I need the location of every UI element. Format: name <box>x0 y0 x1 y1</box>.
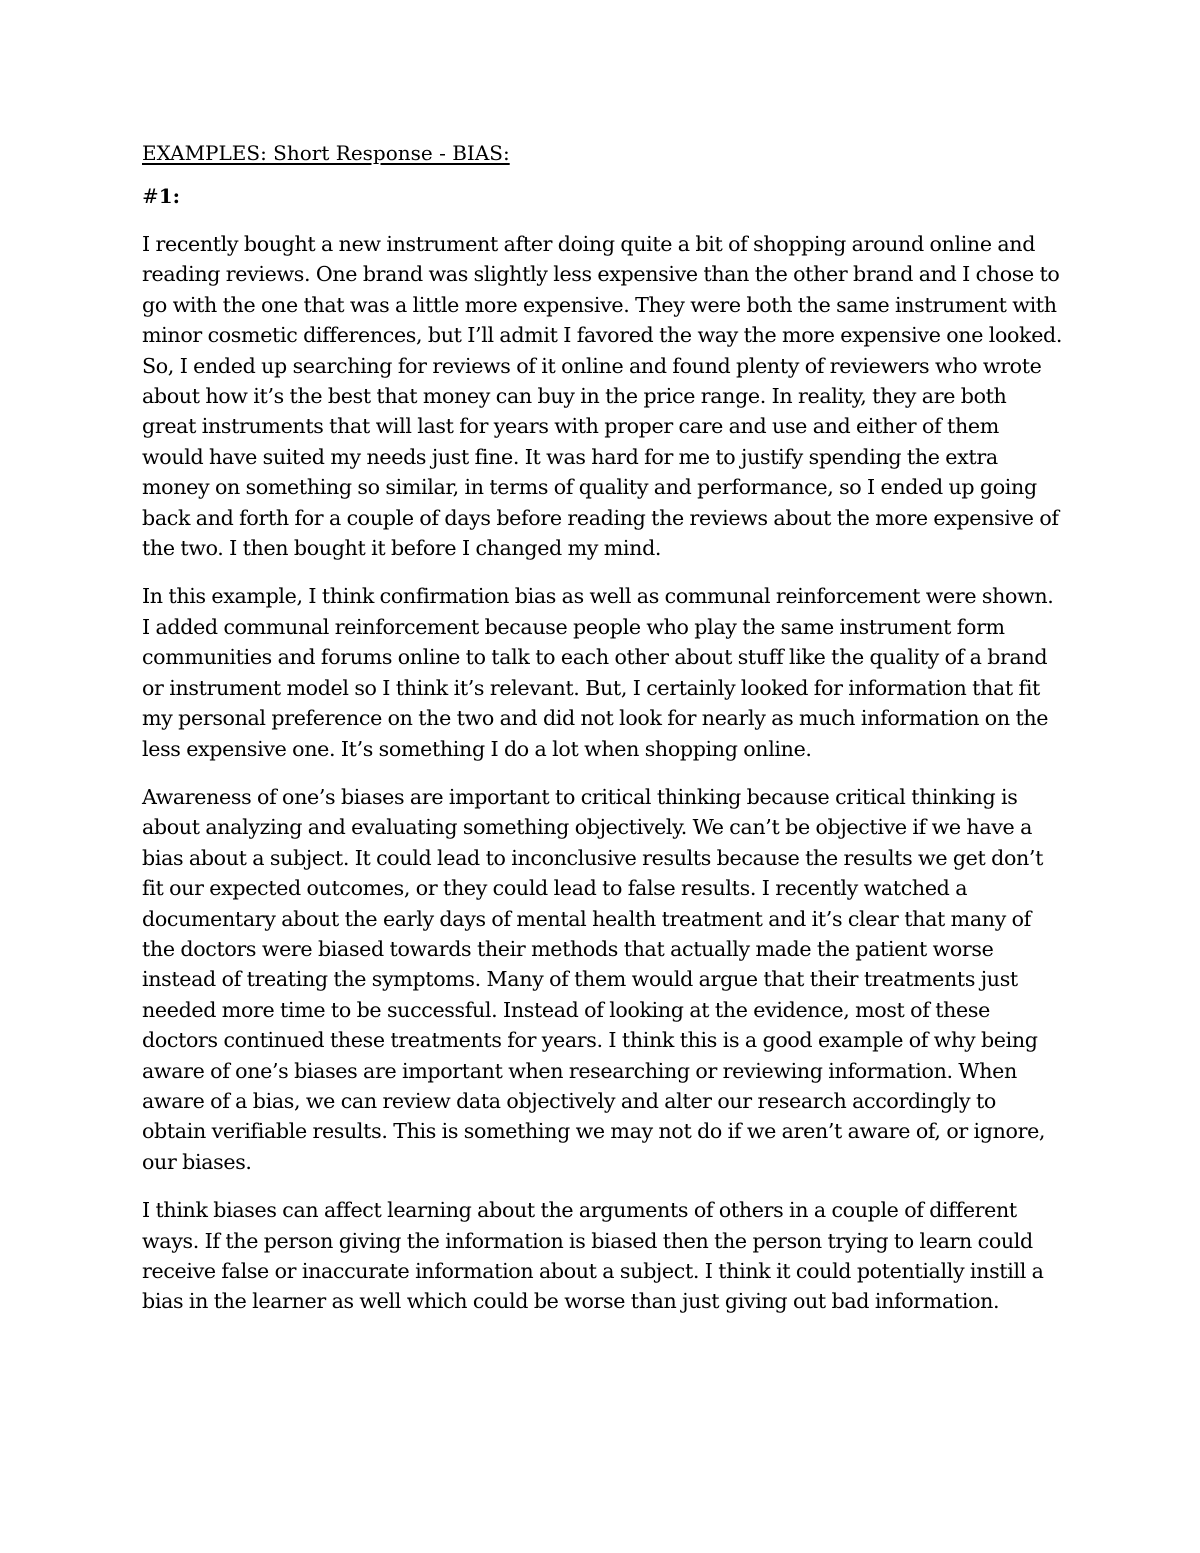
document-heading: EXAMPLES: Short Response - BIAS: <box>142 141 510 165</box>
example-prefix: # <box>142 184 159 208</box>
paragraph-learning-effects: I think biases can affect learning about the arguments of others in a couple of different ways. If the person giving the information is biased then the person trying to learn could receive false or inaccurate information about a subject. I think it could potentially instill a bias in the learner as well which could be worse than just giving out bad information. <box>142 1198 1044 1314</box>
example-number: 1: <box>158 184 181 208</box>
document-body <box>142 138 1064 1335</box>
paragraph-critical-thinking: Awareness of one’s biases are important to critical thinking because critical thinking is about analyzing and evaluating something objectively. We can’t be objective if we have a bias about a subject. It could lead to inconclusive results because the results we get don’t fit our expected outcomes, or they could lead to false results. I recently watched a documentary about the early days of mental health treatment and it’s clear that many of the doctors were biased towards their methods that actually made the patient worse instead of treating the symptoms. Many of them would argue that their treatments just needed more time to be successful. Instead of looking at the evidence, most of these doctors continued these treatments for years. I think this is a good example of why being aware of one’s biases are important when researching or reviewing information. When aware of a bias, we can review data objectively and alter our research accordingly to obtain verifiable results. This is something we may not do if we aren’t aware of, or ignore, our biases. <box>142 784 1046 1174</box>
example-label <box>142 181 1064 212</box>
paragraph-story: I recently bought a new instrument after doing quite a bit of shopping around online and reading reviews. One brand was slightly less expensive than the other brand and I chose to go with the one that was a little more expensive. They were both the same instrument with minor cosmetic differences, but I’ll admit I favored the way the more expensive one looked. So, I ended up searching for reviews of it online and found plenty of reviewers who wrote about how it’s the best that money can buy in the price range. In reality, they are both great instruments that will last for years with proper care and use and either of them would have suited my needs just fine. It was hard for me to justify spending the extra money on something so similar, in terms of quality and performance, so I ended up going back and forth for a couple of days before reading the reviews about the more expensive of the two. I then bought it before I changed my mind. <box>142 232 1063 561</box>
paragraph-bias-identification: In this example, I think confirmation bias as well as communal reinforcement were shown. I added communal reinforcement because people who play the same instrument form communities and forums online to talk to each other about stuff like the quality of a brand or instrument model so I think it’s relevant. But, I certainly looked for information that fit my personal preference on the two and did not look for nearly as much information on the less expensive one. It’s something I do a lot when shopping online. <box>142 584 1054 761</box>
